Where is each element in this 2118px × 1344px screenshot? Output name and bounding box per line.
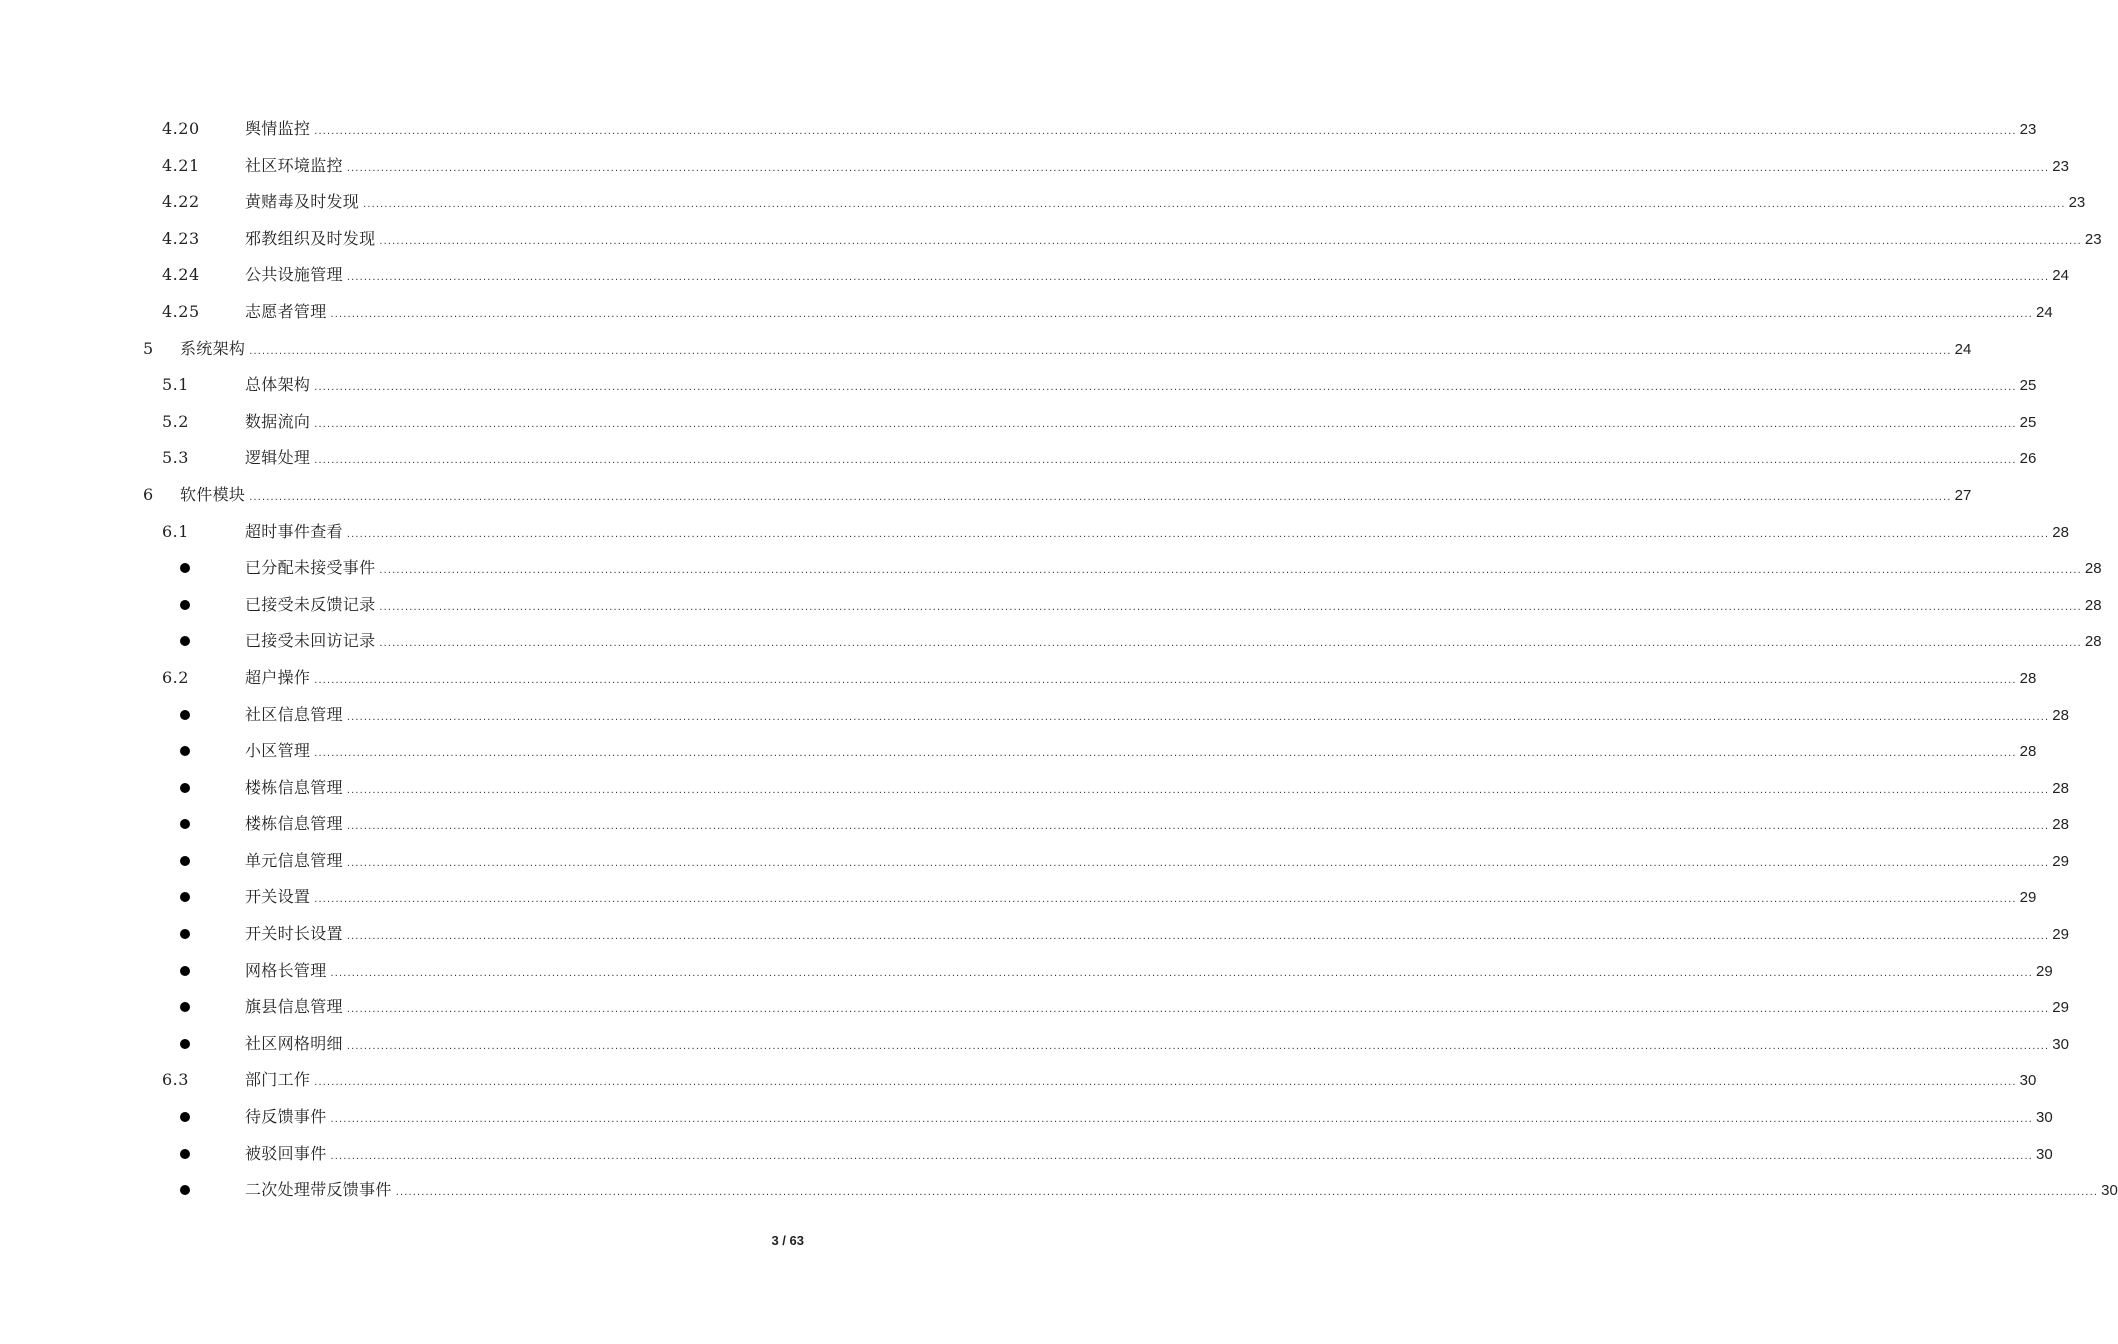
toc-entry-page: 28 (2052, 816, 2069, 834)
toc-entry-title: 系统架构 (180, 338, 246, 358)
toc-entry[interactable] (0, 843, 2069, 880)
dot-leader: ................................................................................................................................................................................................................................................................................................................................................................................................................ (249, 344, 1952, 357)
table-of-contents (0, 111, 2118, 1209)
toc-entry-title: 单元信息管理 (245, 850, 343, 870)
toc-entry-page: 24 (1954, 340, 1972, 358)
dot-leader: ................................................................................................................................................................................................................................................................................................................................................................................................................ (363, 198, 2066, 211)
bullet-icon (180, 783, 190, 793)
toc-entry-page: 30 (2019, 1072, 2037, 1090)
toc-entry-number: 5 (143, 338, 154, 358)
toc-entry-page: 28 (2084, 633, 2102, 651)
toc-entry-page: 30 (2035, 1109, 2053, 1127)
dot-leader: ................................................................................................................................................................................................................................................................................................................................................................................................................ (330, 1149, 2033, 1162)
bullet-icon (180, 1149, 190, 1159)
dot-leader: ................................................................................................................................................................................................................................................................................................................................................................................................................ (314, 417, 2017, 430)
dot-leader: ................................................................................................................................................................................................................................................................................................................................................................................................................ (379, 637, 2082, 650)
dot-leader: ................................................................................................................................................................................................................................................................................................................................................................................................................ (314, 1076, 2017, 1089)
toc-entry[interactable] (0, 587, 2102, 624)
toc-entry-page: 23 (2068, 194, 2086, 212)
toc-entry[interactable] (0, 331, 1972, 368)
toc-entry-page: 29 (2052, 999, 2069, 1017)
toc-entry[interactable] (0, 440, 2037, 477)
toc-entry-number: 4.23 (162, 228, 200, 248)
toc-entry[interactable] (0, 184, 2086, 221)
toc-entry-page: 29 (2052, 852, 2069, 870)
toc-entry-page: 29 (2035, 962, 2053, 980)
toc-entry[interactable] (0, 111, 2037, 148)
bullet-icon (180, 819, 190, 829)
dot-leader: ................................................................................................................................................................................................................................................................................................................................................................................................................ (330, 307, 2033, 320)
toc-entry-page: 23 (2084, 230, 2102, 248)
bullet-icon (180, 1112, 190, 1122)
toc-entry[interactable] (0, 257, 2069, 294)
toc-entry-title: 志愿者管理 (245, 301, 327, 321)
toc-entry-title: 小区管理 (245, 741, 311, 761)
toc-entry-page: 29 (2052, 926, 2069, 944)
toc-entry-number: 4.24 (162, 265, 200, 285)
toc-entry-page: 24 (2035, 303, 2053, 321)
toc-entry-page: 25 (2019, 377, 2037, 395)
toc-entry[interactable] (0, 953, 2053, 990)
toc-entry-title: 社区环境监控 (245, 155, 343, 175)
toc-entry-number: 4.20 (162, 119, 200, 138)
dot-leader: ................................................................................................................................................................................................................................................................................................................................................................................................................ (314, 125, 2017, 137)
toc-entry-title: 已接受未反馈记录 (245, 594, 376, 614)
dot-leader: ................................................................................................................................................................................................................................................................................................................................................................................................................ (330, 1113, 2033, 1126)
toc-entry[interactable] (0, 404, 2037, 441)
toc-entry-title: 黄赌毒及时发现 (245, 192, 360, 212)
toc-entry-number: 5.3 (162, 448, 189, 468)
dot-leader: ................................................................................................................................................................................................................................................................................................................................................................................................................ (314, 893, 2017, 906)
toc-entry-title: 开关时长设置 (245, 924, 343, 944)
toc-entry[interactable] (0, 1136, 2053, 1173)
toc-entry[interactable] (0, 148, 2069, 185)
toc-entry[interactable] (0, 770, 2069, 807)
toc-entry-page: 25 (2019, 413, 2037, 431)
toc-entry-title: 舆情监控 (245, 119, 311, 138)
toc-entry-title: 开关设置 (245, 887, 311, 907)
bullet-icon (180, 892, 190, 902)
toc-entry-page: 28 (2052, 523, 2069, 541)
bullet-icon (180, 746, 190, 756)
toc-entry-page: 30 (2035, 1145, 2053, 1163)
toc-entry-title: 被驳回事件 (245, 1143, 327, 1163)
dot-leader: ................................................................................................................................................................................................................................................................................................................................................................................................................ (346, 271, 2050, 284)
toc-entry[interactable] (0, 1026, 2069, 1063)
toc-entry[interactable] (0, 550, 2102, 587)
dot-leader: ................................................................................................................................................................................................................................................................................................................................................................................................................ (314, 673, 2017, 686)
toc-entry-page: 28 (2084, 596, 2102, 614)
toc-entry-title: 超户操作 (245, 667, 311, 687)
dot-leader: ................................................................................................................................................................................................................................................................................................................................................................................................................ (346, 820, 2050, 833)
toc-entry[interactable] (0, 1062, 2037, 1099)
dot-leader: ................................................................................................................................................................................................................................................................................................................................................................................................................ (346, 710, 2050, 723)
toc-entry-title: 已接受未回访记录 (245, 631, 376, 651)
toc-entry-title: 社区信息管理 (245, 704, 343, 724)
toc-entry[interactable] (0, 660, 2037, 697)
dot-leader: ................................................................................................................................................................................................................................................................................................................................................................................................................ (314, 454, 2017, 467)
dot-leader: ................................................................................................................................................................................................................................................................................................................................................................................................................ (379, 600, 2082, 613)
toc-entry-page: 24 (2052, 267, 2069, 285)
toc-entry-title: 网格长管理 (245, 960, 327, 980)
toc-entry-number: 4.21 (162, 155, 200, 175)
toc-entry-page: 23 (2019, 121, 2037, 138)
toc-entry-number: 6 (143, 484, 154, 504)
toc-entry-number: 6.3 (162, 1070, 189, 1090)
dot-leader: ................................................................................................................................................................................................................................................................................................................................................................................................................ (346, 930, 2050, 943)
toc-entry[interactable] (0, 477, 1972, 514)
toc-entry-page: 26 (2019, 450, 2037, 468)
toc-entry[interactable] (0, 733, 2037, 770)
dot-leader: ................................................................................................................................................................................................................................................................................................................................................................................................................ (346, 1039, 2050, 1052)
toc-entry-page: 28 (2019, 743, 2037, 761)
toc-entry[interactable] (0, 367, 2037, 404)
toc-entry-page: 23 (2052, 157, 2069, 175)
toc-entry-title: 已分配未接受事件 (245, 558, 376, 578)
toc-entry[interactable] (0, 1099, 2053, 1136)
toc-entry[interactable] (0, 1172, 2118, 1209)
toc-entry-title: 部门工作 (245, 1070, 311, 1090)
dot-leader: ................................................................................................................................................................................................................................................................................................................................................................................................................ (379, 234, 2082, 247)
dot-leader: ................................................................................................................................................................................................................................................................................................................................................................................................................ (346, 1003, 2050, 1016)
toc-entry-number: 4.22 (162, 192, 200, 212)
bullet-icon (180, 600, 190, 610)
toc-entry-title: 邪教组织及时发现 (245, 228, 376, 248)
toc-entry-page: 30 (2052, 1035, 2069, 1053)
dot-leader: ................................................................................................................................................................................................................................................................................................................................................................................................................ (249, 490, 1952, 503)
bullet-icon (180, 636, 190, 646)
toc-entry-page: 30 (2101, 1182, 2118, 1200)
dot-leader: ................................................................................................................................................................................................................................................................................................................................................................................................................ (346, 527, 2050, 540)
dot-leader: ................................................................................................................................................................................................................................................................................................................................................................................................................ (314, 381, 2017, 394)
bullet-icon (180, 856, 190, 866)
toc-entry[interactable] (0, 221, 2102, 258)
toc-entry-page: 29 (2019, 889, 2037, 907)
bullet-icon (180, 1185, 190, 1195)
toc-entry-number: 5.2 (162, 411, 189, 431)
dot-leader: ................................................................................................................................................................................................................................................................................................................................................................................................................ (346, 856, 2050, 869)
toc-entry-title: 数据流向 (245, 411, 311, 431)
toc-entry-title: 二次处理带反馈事件 (245, 1180, 392, 1200)
toc-entry[interactable] (0, 879, 2037, 916)
bullet-icon (180, 966, 190, 976)
toc-entry-page: 28 (2052, 706, 2069, 724)
toc-entry-page: 28 (2019, 669, 2037, 687)
toc-entry-title: 总体架构 (245, 375, 311, 395)
dot-leader: ................................................................................................................................................................................................................................................................................................................................................................................................................ (346, 161, 2050, 174)
toc-entry-title: 软件模块 (180, 484, 246, 504)
toc-entry-page: 27 (1954, 486, 1972, 504)
toc-entry[interactable] (0, 514, 2069, 551)
bullet-icon (180, 1002, 190, 1012)
bullet-icon (180, 710, 190, 720)
toc-entry-number: 5.1 (162, 375, 189, 395)
toc-entry-title: 楼栋信息管理 (245, 814, 343, 834)
toc-entry-title: 超时事件查看 (245, 521, 343, 541)
bullet-icon (180, 929, 190, 939)
toc-entry-title: 公共设施管理 (245, 265, 343, 285)
bullet-icon (180, 563, 190, 573)
toc-entry[interactable] (0, 294, 2053, 331)
toc-entry-title: 待反馈事件 (245, 1107, 327, 1127)
toc-entry-title: 楼栋信息管理 (245, 777, 343, 797)
dot-leader: ................................................................................................................................................................................................................................................................................................................................................................................................................ (346, 783, 2050, 796)
toc-entry[interactable] (0, 697, 2069, 734)
toc-entry-page: 28 (2084, 560, 2102, 578)
toc-entry-number: 4.25 (162, 301, 200, 321)
dot-leader: ................................................................................................................................................................................................................................................................................................................................................................................................................ (395, 1186, 2099, 1199)
toc-entry[interactable] (0, 623, 2102, 660)
toc-entry-title: 社区网格明细 (245, 1033, 343, 1053)
dot-leader: ................................................................................................................................................................................................................................................................................................................................................................................................................ (379, 564, 2082, 577)
toc-entry[interactable] (0, 916, 2069, 953)
bullet-icon (180, 1039, 190, 1049)
toc-entry-title: 逻辑处理 (245, 448, 311, 468)
dot-leader: ................................................................................................................................................................................................................................................................................................................................................................................................................ (314, 747, 2017, 760)
toc-entry[interactable] (0, 806, 2069, 843)
page-number: 3 / 63 (771, 1233, 804, 1248)
dot-leader: ................................................................................................................................................................................................................................................................................................................................................................................................................ (330, 966, 2033, 979)
toc-entry-number: 6.2 (162, 667, 189, 687)
toc-entry[interactable] (0, 989, 2069, 1026)
toc-entry-page: 28 (2052, 779, 2069, 797)
toc-entry-title: 旗县信息管理 (245, 997, 343, 1017)
toc-entry-number: 6.1 (162, 521, 189, 541)
